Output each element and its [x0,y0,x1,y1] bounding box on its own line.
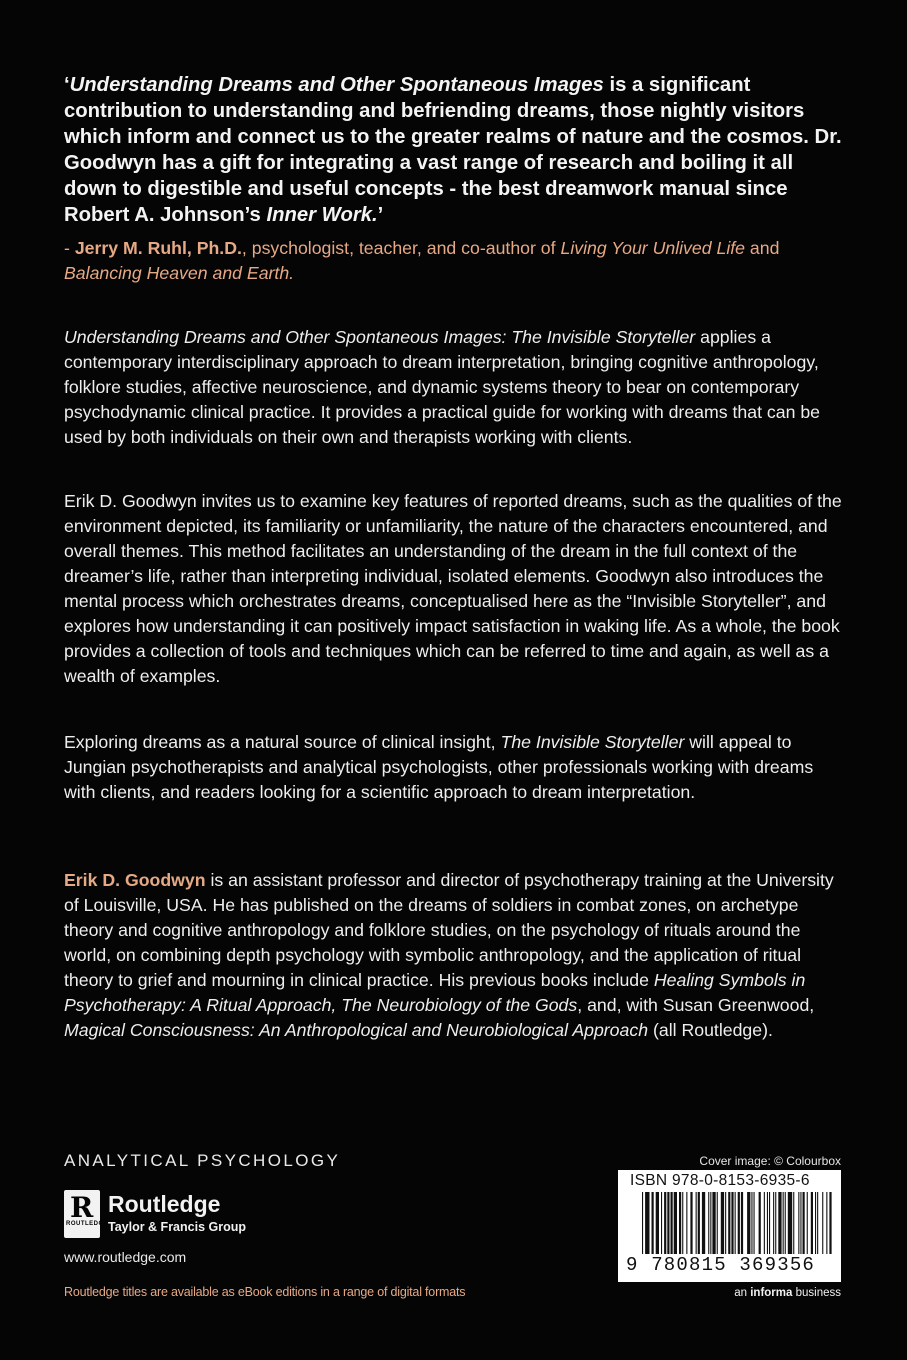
attribution-dash: - [64,238,75,258]
publisher-name: Routledge [108,1191,221,1217]
informa-brand: informa [750,1287,793,1299]
routledge-mark-icon [64,1190,109,1238]
endorser-role: , psychologist, teacher, and co-author of [241,238,561,258]
routledge-logo [64,1190,284,1238]
endorser-name: Jerry M. Ruhl, Ph.D. [74,238,242,258]
description-p3-start: Exploring dreams as a natural source of clinical insight, [64,732,501,752]
bio-books-2: Magical Consciousness: An Anthropological and Neurobiological Approach [64,1020,649,1040]
description-p3-body: will appeal to Jungian psychotherapists and analytical psychologists, other professionals working with dreams with clients, and readers looking for a scientific approach to dream interpretation. [64,732,814,802]
bio-text-1: is an assistant professor and director of psychotherapy training at the University of Louisville, USA. He has published on the dreams of soldiers in combat zones, on archetype theory and cognitive anthropology and folklore studies, on the psychology of rituals around the world, on combining depth psychology with symbolic anthropology, and the application of ritual theory to grief and mourning in clinical practice. His previous books include [64,870,834,990]
endorser-book-2: Balancing Heaven and Earth. [64,263,295,283]
description-book-title: Understanding Dreams and Other Spontaneous Images: The Invisible Storyteller [64,327,696,347]
bio-text-3: (all Routledge). [648,1020,773,1040]
description-paragraph-2 [64,489,844,689]
quote-book-title: Understanding Dreams and Other Spontaneous Images [69,74,604,96]
isbn-barcode [618,1170,841,1282]
ebook-note: Routledge titles are available as eBook editions in a range of digital formats [64,1285,466,1299]
description-p2-body: Erik D. Goodwyn invites us to examine key features of reported dreams, such as the qualities of the environment depicted, its familiarity or unfamiliarity, the nature of the characters encountered, and overall themes. This method facilitates an understanding of the dream in the full context of the dreamer’s life, rather than interpreting individual, isolated elements. Goodwyn also introduces the mental process which orchestrates dreams, conceptualised here as the “Invisible Storyteller”, and explores how understanding it can positively impact satisfaction in waking life. As a whole, the book provides a collection of tools and techniques which can be referred to time and again, as well as a wealth of examples. [64,491,842,686]
barcode-digits: 9 780815 369356 [626,1254,816,1276]
quote-open-mark: ‘ [64,74,70,96]
quote-referenced-book: Inner Work. [266,204,378,226]
barcode-bars [642,1192,832,1262]
publisher-group: Taylor & Francis Group [108,1220,246,1234]
isbn-number: ISBN 978-0-8153-6935-6 [630,1172,810,1189]
publisher-url[interactable]: www.routledge.com [64,1249,187,1265]
quote-close-mark: ’ [377,204,384,226]
author-name: Erik D. Goodwyn [64,870,206,890]
author-bio [64,868,844,1043]
quote-body: is a significant contribution to understanding and befriending dreams, those nightly visitors which inform and connect us to the greater realms of nature and the cosmos. Dr. Goodwyn has a gift for integrating a vast range of research and boiling it all down to digestible and useful concepts - the best dreamwork manual since Robert A. Johnson’s [64,74,842,226]
informa-suffix: business [792,1287,841,1299]
logo-mark-text: ROUTLEDGE [66,1221,109,1227]
endorser-book-1: Living Your Unlived Life [560,238,746,258]
informa-prefix: an [734,1287,751,1299]
logo-mark-letter: R [70,1191,94,1224]
description-paragraph-3 [64,730,844,805]
description-p3-title: The Invisible Storyteller [500,732,685,752]
series-label: ANALYTICAL PSYCHOLOGY [64,1151,341,1170]
informa-tagline [734,1287,841,1299]
description-p1-body: applies a contemporary interdisciplinary approach to dream interpretation, bringing cognitive anthropology, folklore studies, affective neuroscience, and dynamic systems theory to bear on contemporary psychodynamic clinical practice. It provides a practical guide for working with dreams that can be used by both individuals on their own and therapists working with clients. [64,327,821,447]
endorser-and: and [745,238,780,258]
endorsement-quote [64,72,844,228]
endorsement-attribution [64,236,844,286]
description-paragraph-1 [64,325,844,450]
bio-text-2: , and, with Susan Greenwood, [577,995,815,1015]
cover-credit: Cover image: © Colourbox [699,1154,841,1168]
bio-books-1: Healing Symbols in Psychotherapy: A Ritual Approach, The Neurobiology of the Gods [64,970,806,1015]
